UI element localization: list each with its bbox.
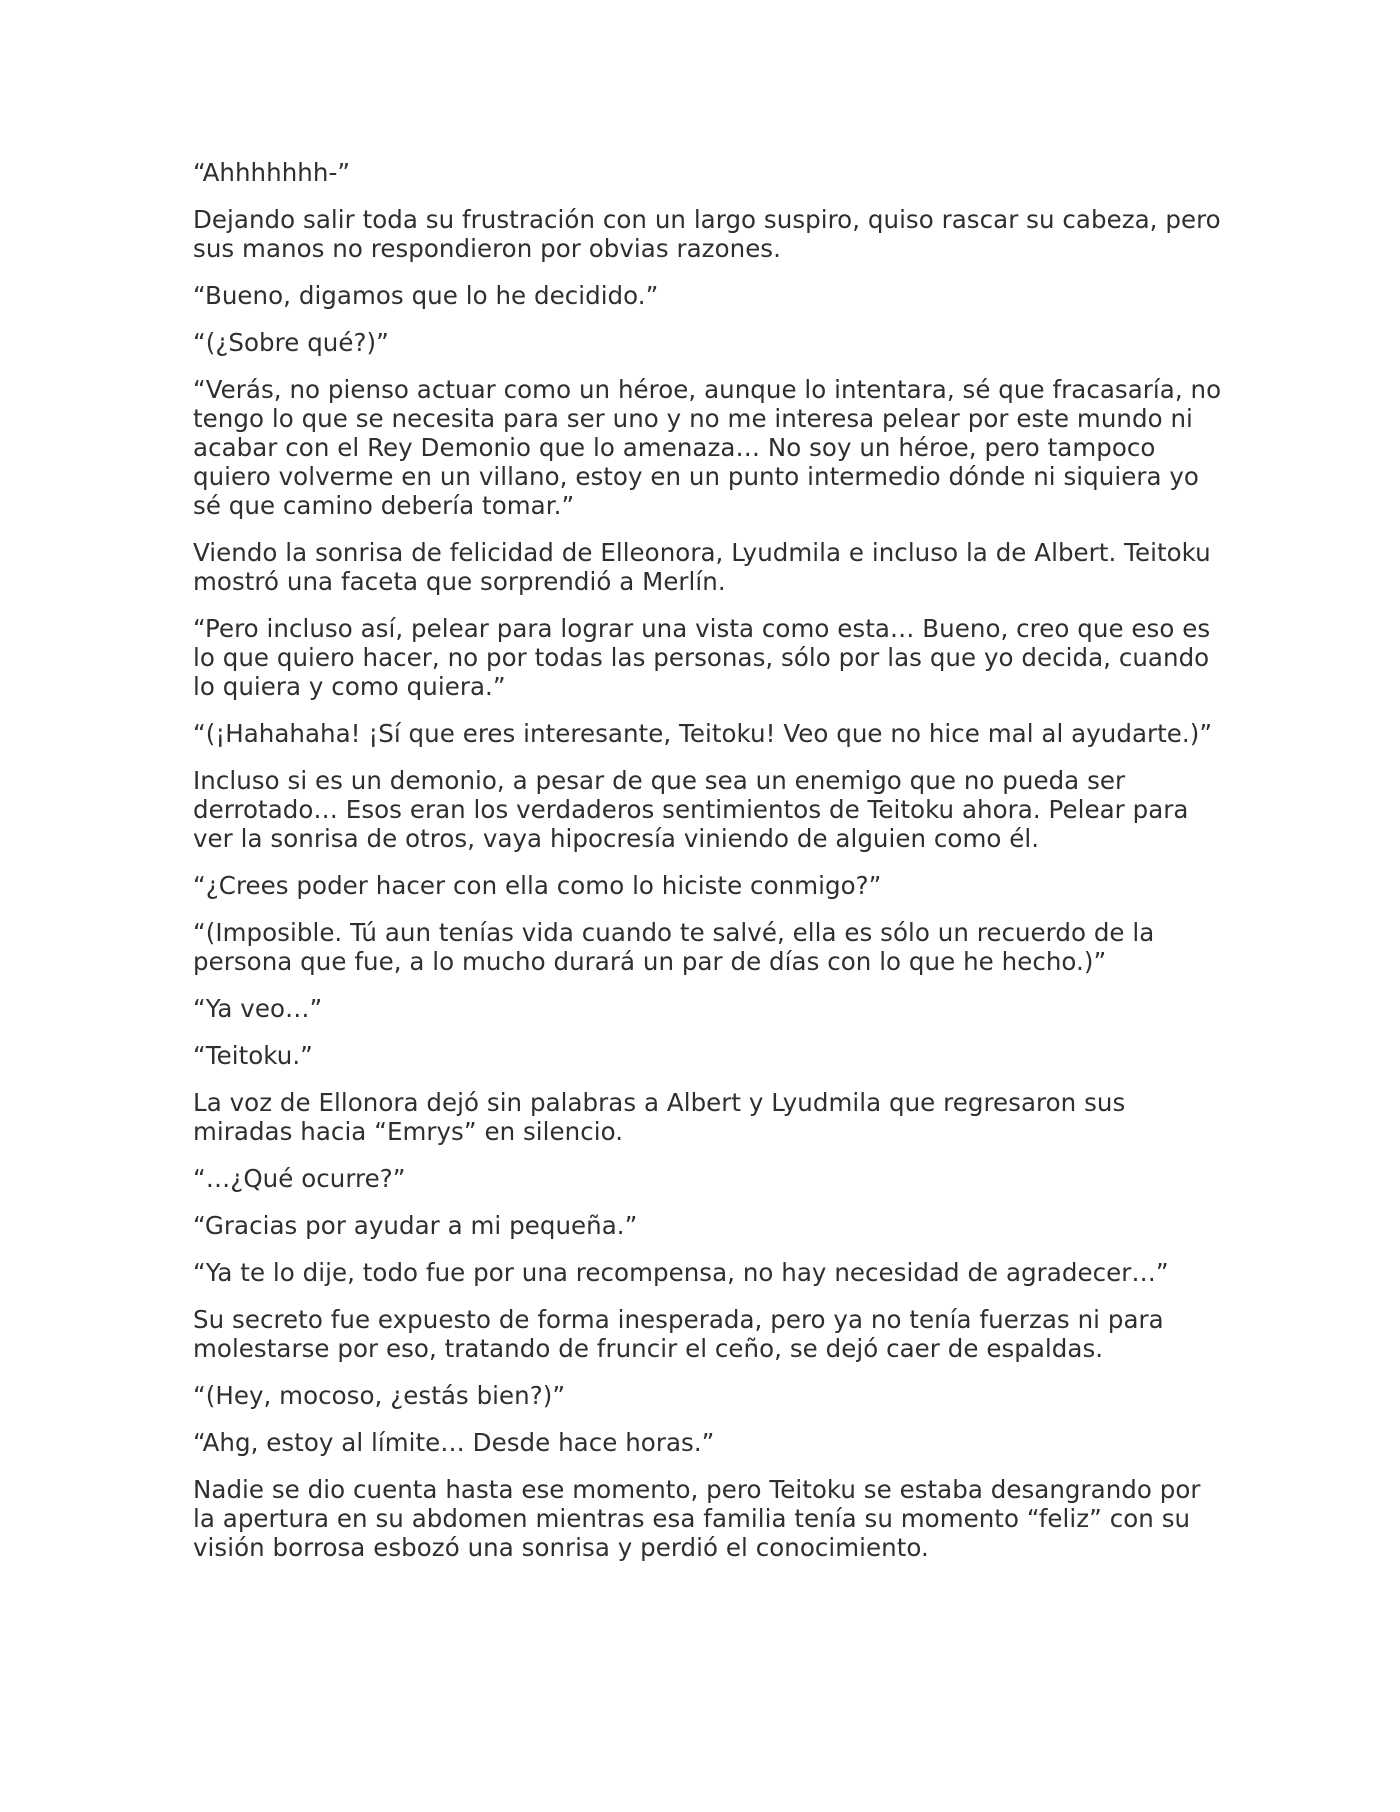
paragraph: “Teitoku.” bbox=[193, 1041, 313, 1070]
paragraph: “(¿Sobre qué?)” bbox=[193, 328, 389, 357]
paragraph: “Verás, no pienso actuar como un héroe, aunque lo intentara, sé que fracasaría, no tengo lo que se necesita para ser uno y no me interesa pelear por este mundo ni acabar con el Rey Demonio que lo amenaza… No soy un héroe, pero tampoco quiero volverme en un villano, estoy en un punto intermedio dónde ni siquiera yo sé que camino debería tomar.” bbox=[193, 375, 1222, 520]
paragraph: “Pero incluso así, pelear para lograr una vista como esta… Bueno, creo que eso es lo que quiero hacer, no por todas las personas, sólo por las que yo decida, cuando lo quiera y como quiera.” bbox=[193, 614, 1211, 701]
paragraph: “Ya te lo dije, todo fue por una recompensa, no hay necesidad de agradecer…” bbox=[193, 1258, 1169, 1287]
paragraph: “Ya veo…” bbox=[193, 994, 323, 1023]
paragraph: “…¿Qué ocurre?” bbox=[193, 1164, 406, 1193]
paragraph: “(Imposible. Tú aun tenías vida cuando te salvé, ella es sólo un recuerdo de la persona que fue, a lo mucho durará un par de días con lo que he hecho.)” bbox=[193, 918, 1155, 976]
paragraph: “¿Crees poder hacer con ella como lo hiciste conmigo?” bbox=[193, 871, 882, 900]
paragraph: La voz de Ellonora dejó sin palabras a Albert y Lyudmila que regresaron sus miradas hacia “Emrys” en silencio. bbox=[193, 1088, 1126, 1146]
document-page bbox=[193, 158, 1223, 1580]
paragraph: “Gracias por ayudar a mi pequeña.” bbox=[193, 1211, 638, 1240]
paragraph: Viendo la sonrisa de felicidad de Elleonora, Lyudmila e incluso la de Albert. Teitoku mostró una faceta que sorprendió a Merlín. bbox=[193, 538, 1211, 596]
paragraph: “(Hey, mocoso, ¿estás bien?)” bbox=[193, 1381, 566, 1410]
paragraph: “(¡Hahahaha! ¡Sí que eres interesante, Teitoku! Veo que no hice mal al ayudarte.)” bbox=[193, 719, 1213, 748]
paragraph: “Ahg, estoy al límite… Desde hace horas.” bbox=[193, 1428, 715, 1457]
paragraph: “Ahhhhhhh-” bbox=[193, 158, 351, 187]
paragraph: Su secreto fue expuesto de forma inesperada, pero ya no tenía fuerzas ni para molestarse por eso, tratando de fruncir el ceño, se dejó caer de espaldas. bbox=[193, 1305, 1164, 1363]
paragraph: Nadie se dio cuenta hasta ese momento, pero Teitoku se estaba desangrando por la apertura en su abdomen mientras esa familia tenía su momento “feliz” con su visión borrosa esbozó una sonrisa y perdió el conocimiento. bbox=[193, 1475, 1201, 1562]
paragraph: Dejando salir toda su frustración con un largo suspiro, quiso rascar su cabeza, pero sus manos no respondieron por obvias razones. bbox=[193, 205, 1221, 263]
paragraph: “Bueno, digamos que lo he decidido.” bbox=[193, 281, 659, 310]
paragraph: Incluso si es un demonio, a pesar de que sea un enemigo que no pueda ser derrotado… Esos eran los verdaderos sentimientos de Teitoku ahora. Pelear para ver la sonrisa de otros, vaya hipocresía viniendo de alguien como él. bbox=[193, 766, 1189, 853]
